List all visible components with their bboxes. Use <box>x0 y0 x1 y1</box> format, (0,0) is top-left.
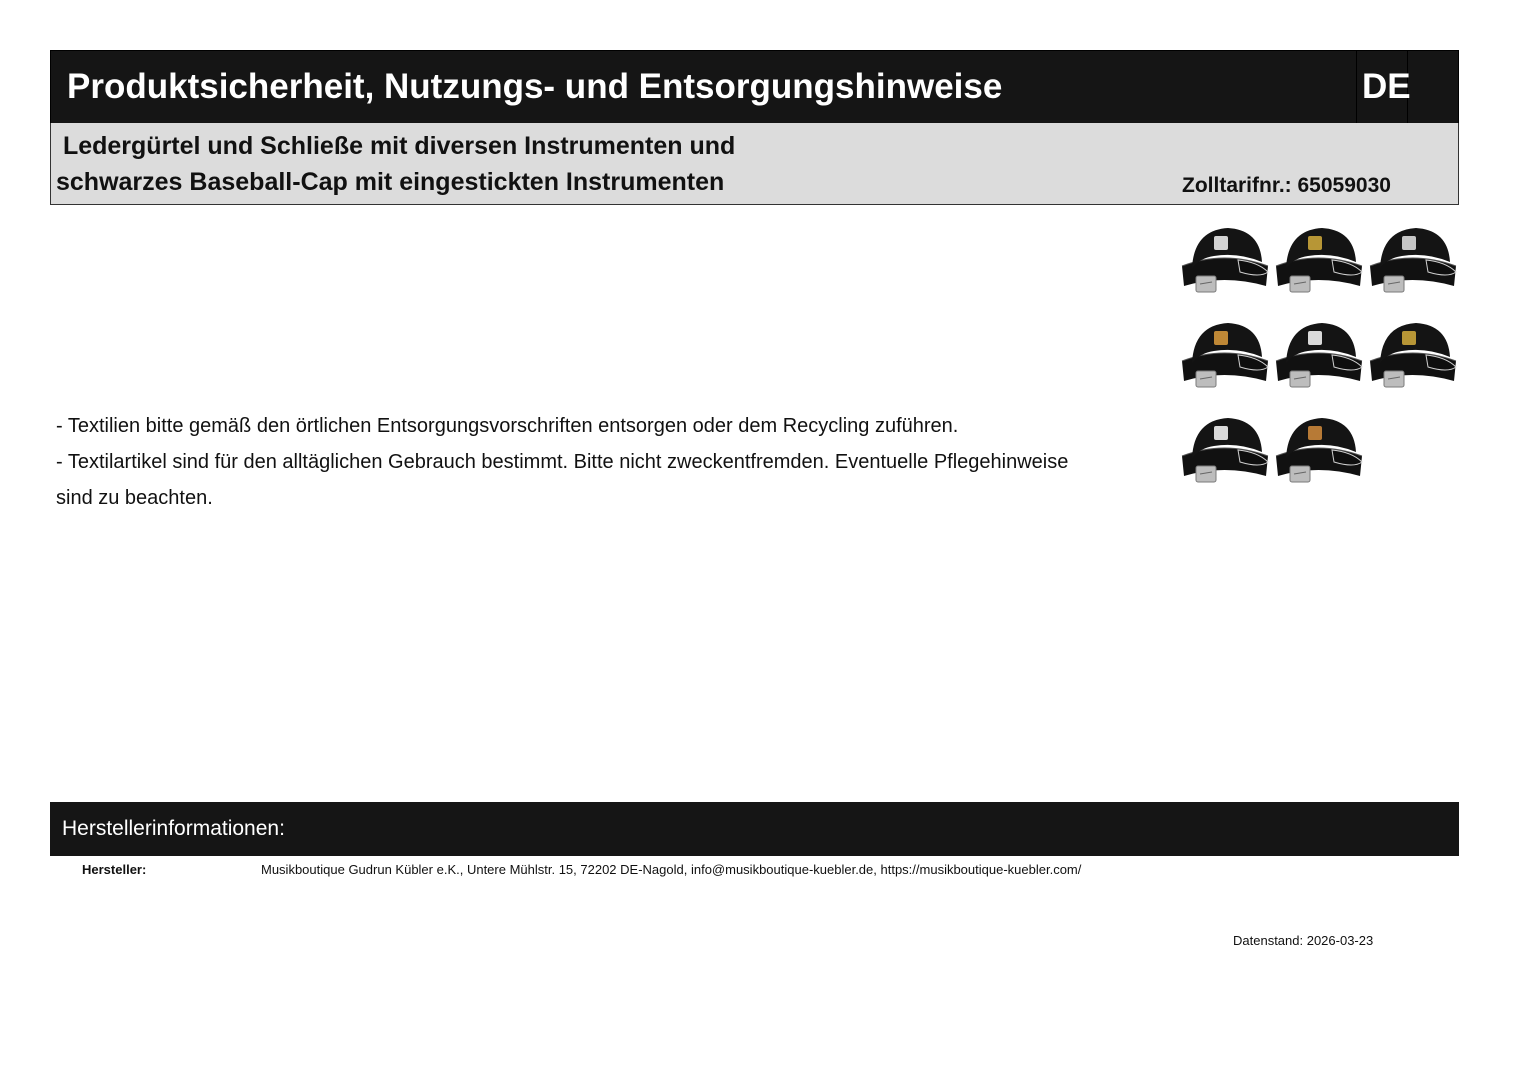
customs-tariff-number: Zolltarifnr.: 65059030 <box>1182 174 1391 197</box>
product-image-3 <box>1366 222 1458 302</box>
page-title: Produktsicherheit, Nutzungs- und Entsorgungshinweise <box>67 67 1003 106</box>
french-horn-motif <box>1308 236 1322 250</box>
drum-box-motif <box>1214 236 1228 250</box>
product-image-5 <box>1272 317 1364 397</box>
product-image-4 <box>1178 317 1270 397</box>
safety-notes <box>56 408 1106 516</box>
header-bar <box>50 50 1459 124</box>
manufacturer-label: Hersteller: <box>82 862 147 877</box>
product-image-2 <box>1272 222 1364 302</box>
flute-motif <box>1402 236 1416 250</box>
product-image-gallery <box>1178 222 1460 492</box>
note-usage: - Textilartikel sind für den alltäglichen Gebrauch bestimmt. Bitte nicht zweckentfremden. Eventuelle Pflegehinweise sind zu beachten. <box>56 451 1069 509</box>
product-image-8 <box>1272 412 1364 492</box>
piano-motif <box>1308 331 1322 345</box>
product-subheader <box>50 123 1459 205</box>
data-date-stamp: Datenstand: 2026-03-23 <box>1233 933 1374 948</box>
violin-motif <box>1308 426 1322 440</box>
manufacturer-details: Musikboutique Gudrun Kübler e.K., Untere Mühlstr. 15, 72202 DE-Nagold, info@musikboutique-kuebler.de, https://musikboutique-kuebler.com/ <box>261 862 1082 877</box>
drum-kit-motif <box>1214 426 1228 440</box>
note-disposal: - Textilien bitte gemäß den örtlichen Entsorgungsvorschriften entsorgen oder dem Recycling zuführen. <box>56 415 959 437</box>
product-title: Ledergürtel und Schließe mit diversen Instrumenten und schwarzes Baseball-Cap mit eingestickten Instrumenten <box>56 132 736 196</box>
product-image-7 <box>1178 412 1270 492</box>
manufacturer-bar <box>50 802 1459 856</box>
saxophone-motif <box>1402 331 1416 345</box>
manufacturer-heading: Herstellerinformationen: <box>62 817 285 840</box>
guitar-motif <box>1214 331 1228 345</box>
language-code: DE <box>1356 51 1408 123</box>
product-image-6 <box>1366 317 1458 397</box>
product-image-1 <box>1178 222 1270 302</box>
